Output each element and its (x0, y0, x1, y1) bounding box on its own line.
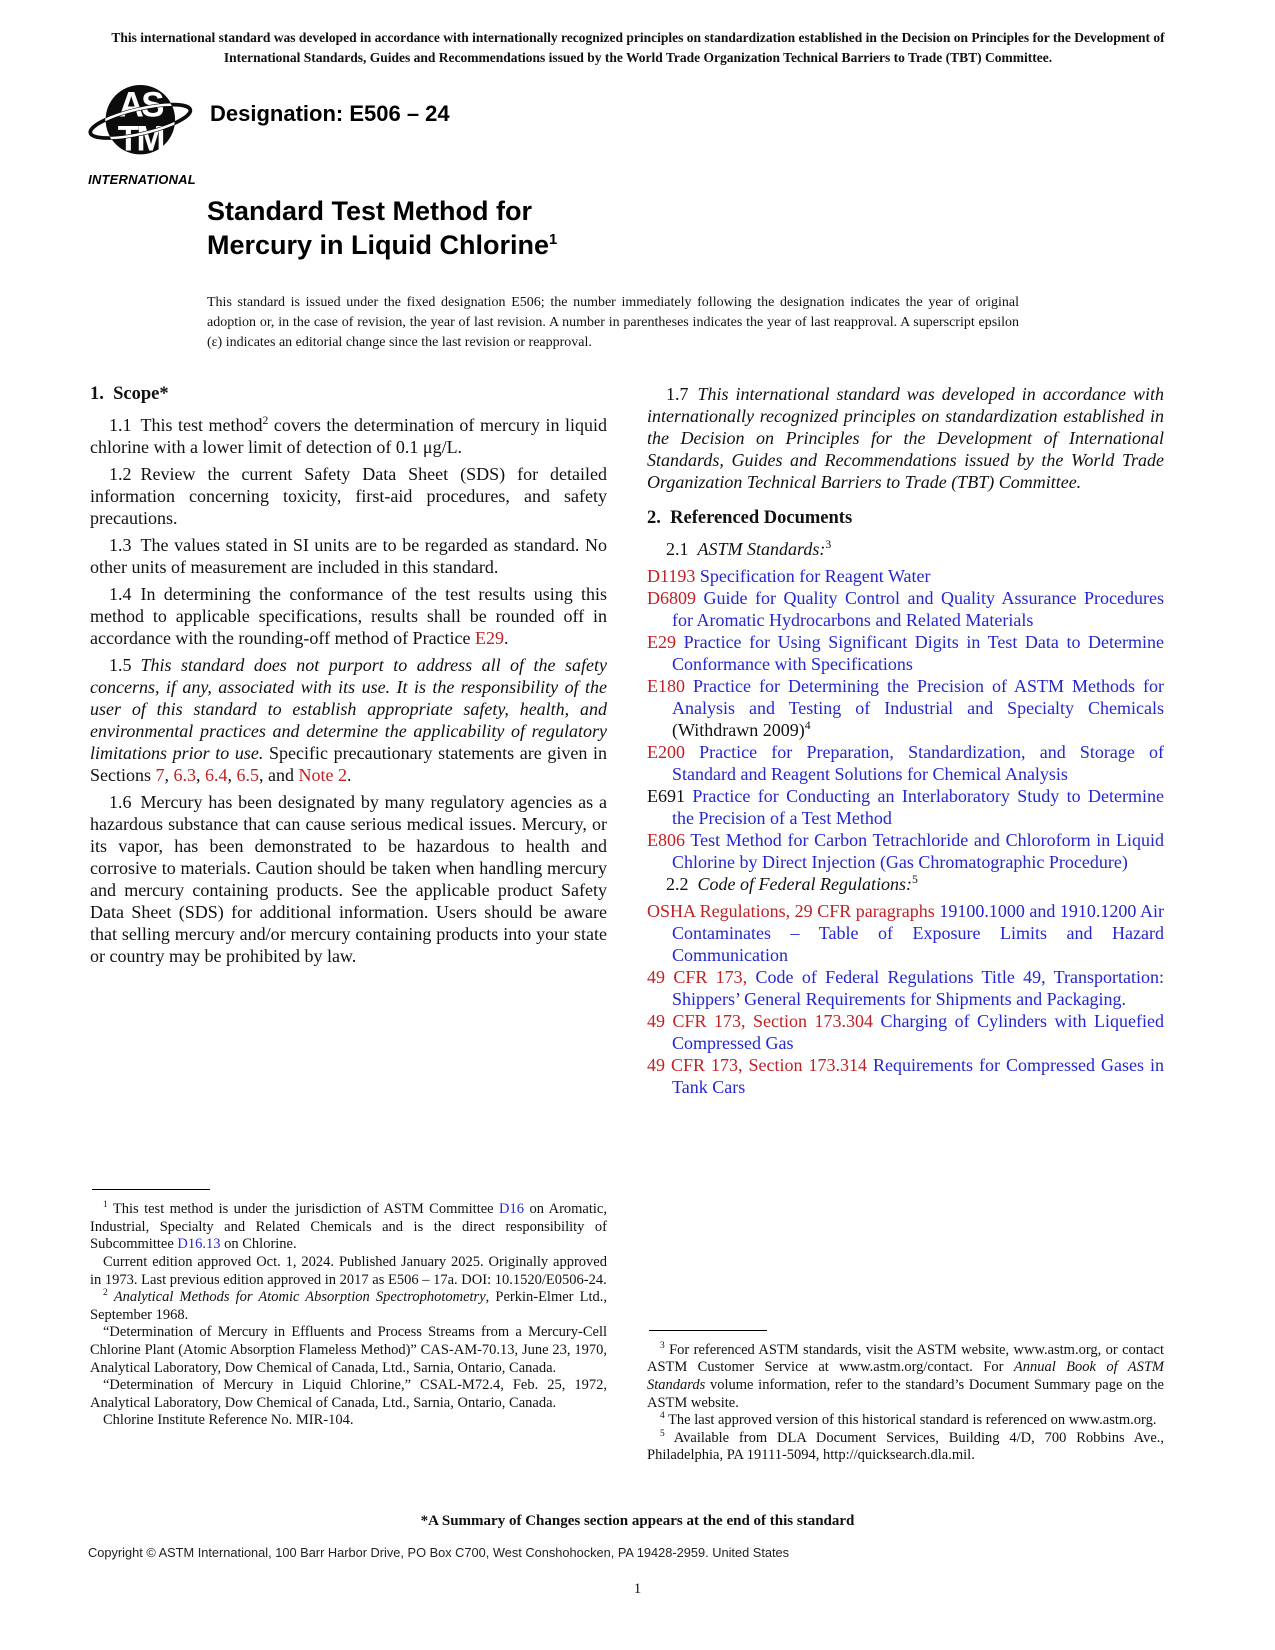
document-title-link[interactable]: 19100.1000 and 1910.1200 Air Contaminates – Table of Exposure Limits and Hazard Communication (672, 901, 1164, 965)
ref-e806 (647, 829, 1164, 873)
ref-e691 (647, 785, 1164, 829)
footnote-2-dow-chlorine (90, 1377, 607, 1412)
text-run (696, 588, 704, 608)
footnote-4 (647, 1412, 1164, 1430)
text-run: 2.1 (666, 539, 698, 559)
reference-link[interactable]: 6.5 (236, 765, 259, 785)
reference-link[interactable]: 49 CFR 173, Section 173.314 (647, 1055, 868, 1075)
text-run (685, 676, 693, 696)
designation: Designation: E506 – 24 (210, 101, 450, 126)
left-column-body (90, 383, 607, 972)
para-1-6 (90, 791, 607, 967)
text-run: Specific precautionary statements are given in Sections (90, 743, 607, 785)
text-run: 1.3 The values stated in SI units are to be regarded as standard. No other units of measurement are included in this standard. (90, 535, 607, 577)
reference-link[interactable]: OSHA Regulations, 29 CFR paragraphs (647, 901, 935, 921)
reference-link[interactable]: E180 (647, 676, 685, 696)
footnote-ref: 2 (103, 1288, 108, 1299)
text-run: This test method is under the jurisdiction of ASTM Committee (107, 1201, 500, 1218)
text-run: Chlorine Institute Reference No. MIR-104. (103, 1412, 354, 1429)
document-title-link[interactable]: Practice for Using Significant Digits in Test Data to Determine Conformance with Specifications (672, 632, 1165, 674)
text-run: “Determination of Mercury in Liquid Chlorine,” CSAL-M72.4, Feb. 25, 1972, Analytical Laboratory, Dow Chemical of Canada, Ltd., Sarnia, Ontario, Canada. (90, 1377, 607, 1411)
astm-international-label: INTERNATIONAL (88, 172, 196, 187)
summary-of-changes-note: *A Summary of Changes section appears at the end of this standard (420, 1513, 855, 1529)
text-run: volume information, refer to the standard’s Document Summary page on the ASTM website. (647, 1377, 1164, 1411)
ref-49cfr173 (647, 966, 1164, 1010)
text-run: 1.4 In determining the conformance of the test results using this method to applicable specifications, results shall be rounded off in accordance with the rounding-off method of Practice (90, 584, 607, 648)
logo-letters-top: AS (118, 86, 162, 125)
footnote-ref: 2 (262, 414, 269, 427)
text-run: 1.5 (109, 655, 141, 675)
footnote-ref: 5 (911, 873, 918, 886)
document-title-link[interactable]: Practice for Determining the Precision of ASTM Methods for Analysis and Testing of Industrial and Specialty Chemicals (672, 676, 1164, 718)
footnote-2-chlorine-institute (90, 1412, 607, 1430)
reference-link[interactable]: E806 (647, 830, 685, 850)
text-run: , (227, 765, 237, 785)
issuance-note: This standard is issued under the fixed designation E506; the number immediately following the designation indicates the year of original adoption or, in the case of revision, the year of last revision. A number in parentheses indicates the year of last reapproval. A superscript epsilon (ε) indicates an editorial change since the last revision or reapproval. (207, 295, 1019, 350)
document-title-link[interactable]: D16.13 (177, 1236, 221, 1253)
ref-e200 (647, 741, 1164, 785)
reference-link[interactable]: Note 2 (298, 765, 347, 785)
footnote-ref: 5 (660, 1428, 665, 1439)
text-run: Annual Book of ASTM Standards (647, 1359, 1165, 1394)
text-run: . (504, 628, 509, 648)
document-title-link[interactable]: Requirements for Compressed Gases in Tank Cars (672, 1055, 1165, 1097)
section-2-heading (647, 507, 1164, 530)
text-run: (Withdrawn 2009) (672, 720, 805, 740)
text-run: For referenced ASTM standards, visit the ASTM website, www.astm.org, or contact ASTM Customer Service at www.astm.org/contact. For (647, 1341, 1164, 1376)
text-run: 2.2 (666, 874, 698, 894)
reference-link[interactable]: D6809 (647, 588, 696, 608)
ref-osha (647, 900, 1164, 966)
text-run: , Perkin-Elmer Ltd., September 1968. (90, 1289, 607, 1323)
text-run: Analytical Methods for Atomic Absorption Spectrophotometry (113, 1289, 486, 1306)
text-run: The last approved version of this historical standard is referenced on www.astm.org. (664, 1412, 1157, 1429)
para-1-4 (90, 583, 607, 649)
copyright-line: Copyright © ASTM International, 100 Barr Harbor Drive, PO Box C700, West Conshohocken, PA 19428-2959. United States (88, 1545, 790, 1560)
logo-letters-bottom: TM (117, 120, 163, 159)
para-2-1 (647, 538, 1164, 560)
standard-title (207, 194, 557, 262)
text-run: 1.7 (666, 384, 698, 404)
wto-notice: This international standard was developed in accordance with internationally recognized principles on standardization established in the Decision on Principles for the Development of International Standards, Guides and Recommendations issued by the World Trade Organization Technical Barriers to Trade (TBT) Committee. (111, 30, 1165, 65)
title-line-1: Standard Test Method for (207, 196, 533, 226)
reference-link[interactable]: 6.4 (205, 765, 228, 785)
document-title-link[interactable]: Test Method for Carbon Tetrachloride and Chloroform in Liquid Chlorine by Direct Injection (Gas Chromatographic Procedure) (672, 830, 1164, 872)
text-run: Available from DLA Document Services, Building 4/D, 700 Robbins Ave., Philadelphia, PA 19111-5094, http://quicksearch.dla.mil. (647, 1429, 1164, 1464)
ref-e180 (647, 675, 1164, 741)
ref-e29 (647, 631, 1164, 675)
reference-link[interactable]: D1193 (647, 566, 696, 586)
reference-link[interactable]: E29 (475, 628, 505, 648)
text-run: , and (259, 765, 299, 785)
document-title-link[interactable]: Charging of Cylinders with Liquefied Compressed Gas (672, 1011, 1164, 1053)
footnote-2-dow-effluents (90, 1324, 607, 1377)
text-run: 1.2 Review the current Safety Data Sheet (SDS) for detailed information concerning toxicity, first-aid procedures, and safety precautions. (90, 464, 607, 528)
text-run: “Determination of Mercury in Effluents and Process Streams from a Mercury-Cell Chlorine Plant (Atomic Absorption Flameless Method)” CAS-AM-70.13, June 23, 1970, Analytical Laboratory, Dow Chemical of Canada, Ltd., Sarnia, Ontario, Canada. (90, 1324, 607, 1376)
footnote-2 (90, 1289, 607, 1324)
text-run: on Aromatic, Industrial, Specialty and Related Chemicals and is the direct responsibility of Subcommittee (90, 1201, 607, 1253)
document-title-link[interactable]: Code of Federal Regulations Title 49, Transportation: Shippers’ General Requirements for Shipments and Packaging. (672, 967, 1165, 1009)
right-column-body (647, 383, 1164, 1098)
text-run (685, 742, 699, 762)
reference-link[interactable]: 6.3 (173, 765, 196, 785)
text-run: 1. Scope* (90, 384, 169, 404)
footnote-3 (647, 1342, 1164, 1412)
text-run: , (164, 765, 174, 785)
astm-globe-icon (88, 80, 196, 166)
text-run: 1.1 This test method (109, 415, 263, 435)
para-1-3 (90, 534, 607, 578)
para-1-2 (90, 463, 607, 529)
ref-49cfr173-304 (647, 1010, 1164, 1054)
text-run: . (347, 765, 352, 785)
footnote-5 (647, 1430, 1164, 1465)
text-run: Current edition approved Oct. 1, 2024. Published January 2025. Originally approved in 1973. Last previous edition approved in 2017 as E506 – 17a. DOI: 10.1520/E0506-24. (90, 1254, 607, 1288)
astm-logo (86, 80, 198, 187)
para-1-5 (90, 654, 607, 786)
footnote-1 (90, 1201, 607, 1254)
title-footnote-ref: 1 (549, 232, 558, 248)
text-run: ASTM Standards: (697, 539, 826, 559)
footnote-ref: 1 (103, 1200, 108, 1211)
para-1-1 (90, 414, 607, 458)
ref-d6809 (647, 587, 1164, 631)
text-run (676, 632, 684, 652)
left-column-footnotes (90, 1189, 607, 1430)
reference-link[interactable]: 7 (155, 765, 165, 785)
left-column (90, 383, 607, 1430)
text-run: This standard does not purport to address all of the safety concerns, if any, associated with its use. It is the responsibility of the user of this standard to establish appropriate safety, health, and environmental practices and determine the applicability of regulatory limitations prior to use. (90, 655, 607, 763)
ref-49cfr173-314 (647, 1054, 1164, 1098)
reference-link[interactable]: 49 CFR 173, Section 173.304 (647, 1011, 873, 1031)
reference-link[interactable]: E29 (647, 632, 676, 652)
text-run: covers the determination of mercury in liquid chlorine with a lower limit of detection of 0.1 μg/L. (90, 415, 607, 457)
right-column-footnotes (647, 1330, 1164, 1465)
footnote-ref: 3 (660, 1341, 665, 1352)
footnote-ref: 3 (825, 538, 832, 551)
title-line-2: Mercury in Liquid Chlorine (207, 230, 550, 260)
document-title-link[interactable]: D16 (499, 1201, 525, 1218)
section-1-heading (90, 383, 607, 406)
para-1-7 (647, 383, 1164, 493)
page-number: 1 (633, 1581, 642, 1597)
document-title-link[interactable]: Practice for Conducting an Interlaboratory Study to Determine the Precision of a Test Method (672, 786, 1164, 828)
footnote-ref: 4 (660, 1411, 665, 1422)
text-run: on Chlorine. (220, 1236, 297, 1253)
reference-link[interactable]: 49 CFR 173, (647, 967, 748, 987)
text-run: This international standard was developed in accordance with internationally recognized principles on standardization established in the Decision on Principles for the Development of International Standards, Guides and Recommendations issued by the World Trade Organization Technical Barriers to Trade (TBT) Committee. (647, 384, 1164, 492)
footnote-ref: 4 (804, 719, 811, 732)
text-run: 1.6 Mercury has been designated by many regulatory agencies as a hazardous substance that can cause serious medical issues. Mercury, or its vapor, has been demonstrated to be hazardous to health and corrosive to materials. Caution should be taken when handling mercury and mercury containing products. See the applicable product Safety Data Sheet (SDS) for additional information. Users should be aware that selling mercury and/or mercury containing products into your state or country may be prohibited by law. (90, 792, 607, 966)
text-run: E691 (647, 786, 685, 806)
para-2-2 (647, 873, 1164, 895)
text-run (747, 967, 755, 987)
document-title-link[interactable]: Specification for Reagent Water (699, 566, 931, 586)
text-run: , (196, 765, 205, 785)
document-title-link[interactable]: Practice for Preparation, Standardization, and Storage of Standard and Reagent Solutions for Chemical Analysis (672, 742, 1165, 784)
ref-d1193 (647, 565, 1164, 587)
reference-link[interactable]: E200 (647, 742, 685, 762)
footnote-1-edition (90, 1254, 607, 1289)
document-title-link[interactable]: Guide for Quality Control and Quality Assurance Procedures for Aromatic Hydrocarbons and Related Materials (672, 588, 1164, 630)
text-run: 2. Referenced Documents (647, 508, 853, 528)
text-run: Code of Federal Regulations: (697, 874, 912, 894)
right-column (647, 383, 1164, 1465)
